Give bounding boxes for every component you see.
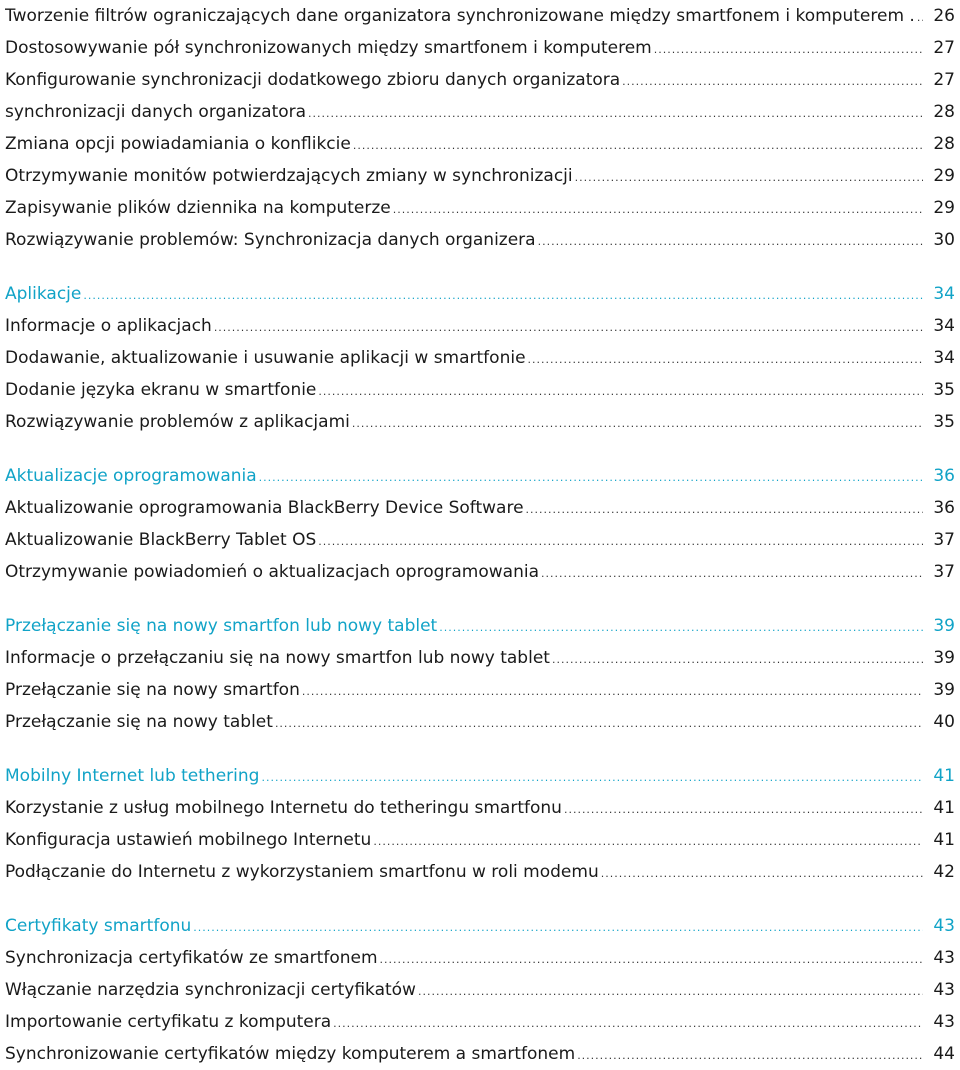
toc-entry-title: Dodanie języka ekranu w smartfonie xyxy=(5,380,317,400)
toc-entry-title: Korzystanie z usług mobilnego Internetu do tetheringu smartfonu xyxy=(5,798,562,818)
toc-entry-title: Aplikacje xyxy=(5,284,82,304)
toc-page-number: 37 xyxy=(933,562,955,582)
toc-entry-title: Aktualizowanie BlackBerry Tablet OS xyxy=(5,530,317,550)
dot-leader xyxy=(308,98,923,128)
toc-entry[interactable] xyxy=(5,192,955,224)
toc-entry[interactable] xyxy=(5,224,955,256)
dot-leader xyxy=(526,494,923,524)
toc-entry-title: Aktualizacje oprogramowania xyxy=(5,466,257,486)
toc-page-number: 27 xyxy=(933,70,955,90)
toc-entry-title: Synchronizowanie certyfikatów między komputerem a smartfonem xyxy=(5,1044,576,1064)
toc-entry-title: Dodawanie, aktualizowanie i usuwanie aplikacji w smartfonie xyxy=(5,348,526,368)
toc-entry-title: Informacje o aplikacjach xyxy=(5,316,212,336)
toc-page-number: 28 xyxy=(933,102,955,122)
dot-leader xyxy=(193,912,923,942)
dot-leader xyxy=(552,644,923,674)
toc-entry-title: Informacje o przełączaniu się na nowy smartfon lub nowy tablet xyxy=(5,648,550,668)
toc-page-number: 34 xyxy=(933,284,955,304)
dot-leader xyxy=(654,34,923,64)
toc-page-number: 36 xyxy=(933,498,955,518)
toc-entry[interactable] xyxy=(5,942,955,974)
toc-entry-title: Mobilny Internet lub tethering xyxy=(5,766,260,786)
toc-entry[interactable] xyxy=(5,556,955,588)
toc-entry-title: Zmiana opcji powiadamiania o konflikcie xyxy=(5,134,351,154)
toc-entry[interactable] xyxy=(5,524,955,556)
toc-entry[interactable] xyxy=(5,824,955,856)
toc-page-number: 39 xyxy=(933,648,955,668)
dot-leader xyxy=(380,944,923,974)
section-gap xyxy=(5,438,955,460)
toc-page-number: 43 xyxy=(933,948,955,968)
toc-entry[interactable] xyxy=(5,0,955,32)
toc-page-number: 41 xyxy=(933,830,955,850)
toc-entry[interactable] xyxy=(5,128,955,160)
toc-entry[interactable] xyxy=(5,492,955,524)
table-of-contents xyxy=(5,0,955,1070)
toc-page-number: 26 xyxy=(933,6,955,26)
dot-leader xyxy=(418,976,923,1006)
section-gap xyxy=(5,738,955,760)
toc-section-heading[interactable] xyxy=(5,610,955,642)
toc-entry[interactable] xyxy=(5,374,955,406)
toc-entry-title: Przełączanie się na nowy tablet xyxy=(5,712,273,732)
dot-leader xyxy=(318,526,923,556)
toc-entry-title: Konfigurowanie synchronizacji dodatkowego zbioru danych organizatora xyxy=(5,70,621,90)
toc-entry-title: Konfiguracja ustawień mobilnego Internetu xyxy=(5,830,372,850)
dot-leader xyxy=(439,612,923,642)
toc-entry[interactable] xyxy=(5,160,955,192)
toc-page-number: 27 xyxy=(933,38,955,58)
toc-page-number: 39 xyxy=(933,680,955,700)
dot-leader xyxy=(352,408,923,438)
toc-entry[interactable] xyxy=(5,974,955,1006)
toc-entry[interactable] xyxy=(5,792,955,824)
dot-leader xyxy=(353,130,923,160)
section-gap xyxy=(5,588,955,610)
dot-leader xyxy=(318,376,923,406)
toc-page-number: 44 xyxy=(933,1044,955,1064)
toc-entry-title: Przełączanie się na nowy smartfon xyxy=(5,680,300,700)
toc-page-number: 29 xyxy=(933,198,955,218)
toc-entry-title: Włączanie narzędzia synchronizacji certyfikatów xyxy=(5,980,416,1000)
toc-page-number: 36 xyxy=(933,466,955,486)
dot-leader xyxy=(575,162,923,192)
toc-entry-title: Otrzymywanie monitów potwierdzających zmiany w synchronizacji xyxy=(5,166,573,186)
section-gap xyxy=(5,888,955,910)
dot-leader xyxy=(302,676,923,706)
toc-page-number: 43 xyxy=(933,980,955,1000)
dot-leader xyxy=(275,708,923,738)
toc-page-number: 34 xyxy=(933,316,955,336)
dot-leader xyxy=(261,762,923,792)
toc-page-number: 43 xyxy=(933,1012,955,1032)
toc-section-heading[interactable] xyxy=(5,460,955,492)
toc-entry-title: Przełączanie się na nowy smartfon lub nowy tablet xyxy=(5,616,438,636)
toc-page-number: 30 xyxy=(933,230,955,250)
toc-page-number: 41 xyxy=(933,798,955,818)
toc-entry[interactable] xyxy=(5,310,955,342)
toc-entry[interactable] xyxy=(5,64,955,96)
toc-entry-title: Zapisywanie plików dziennika na komputerze xyxy=(5,198,391,218)
toc-entry-title: Dostosowywanie pół synchronizowanych między smartfonem i komputerem xyxy=(5,38,652,58)
dot-leader xyxy=(622,66,923,96)
dot-leader xyxy=(538,226,923,256)
toc-page-number: 35 xyxy=(933,412,955,432)
toc-entry[interactable] xyxy=(5,706,955,738)
toc-entry[interactable] xyxy=(5,342,955,374)
toc-page-number: 40 xyxy=(933,712,955,732)
toc-entry-title: Synchronizacja certyfikatów ze smartfonem xyxy=(5,948,378,968)
toc-page-number: 43 xyxy=(933,916,955,936)
toc-section-heading[interactable] xyxy=(5,760,955,792)
toc-entry-title: Tworzenie filtrów ograniczających dane organizatora synchronizowane między smartfonem i komputerem . xyxy=(5,6,915,26)
toc-entry-title: Otrzymywanie powiadomień o aktualizacjach oprogramowania xyxy=(5,562,539,582)
toc-page-number: 37 xyxy=(933,530,955,550)
toc-page-number: 39 xyxy=(933,616,955,636)
toc-page-number: 34 xyxy=(933,348,955,368)
dot-leader xyxy=(528,344,923,374)
toc-section-heading[interactable] xyxy=(5,278,955,310)
toc-entry-title: Rozwiązywanie problemów z aplikacjami xyxy=(5,412,350,432)
toc-entry[interactable] xyxy=(5,856,955,888)
toc-page-number: 41 xyxy=(933,766,955,786)
toc-entry-title: Aktualizowanie oprogramowania BlackBerry Device Software xyxy=(5,498,524,518)
dot-leader xyxy=(214,312,923,342)
toc-entry[interactable] xyxy=(5,406,955,438)
section-gap xyxy=(5,256,955,278)
dot-leader xyxy=(259,462,923,492)
toc-page-number: 42 xyxy=(933,862,955,882)
toc-entry-title: Podłączanie do Internetu z wykorzystaniem smartfonu w roli modemu xyxy=(5,862,599,882)
toc-entry[interactable] xyxy=(5,1038,955,1070)
dot-leader xyxy=(333,1008,923,1038)
dot-leader xyxy=(564,794,923,824)
toc-entry-title: Certyfikaty smartfonu xyxy=(5,916,192,936)
toc-section-heading[interactable] xyxy=(5,910,955,942)
toc-entry-title: Rozwiązywanie problemów: Synchronizacja danych organizera xyxy=(5,230,536,250)
toc-entry[interactable] xyxy=(5,1006,955,1038)
toc-page-number: 35 xyxy=(933,380,955,400)
dot-leader xyxy=(393,194,923,224)
dot-leader xyxy=(601,858,923,888)
dot-leader xyxy=(577,1040,923,1070)
toc-entry[interactable] xyxy=(5,642,955,674)
toc-entry[interactable] xyxy=(5,96,955,128)
toc-entry-title: synchronizacji danych organizatora xyxy=(5,102,307,122)
toc-page-number: 28 xyxy=(933,134,955,154)
toc-entry[interactable] xyxy=(5,32,955,64)
toc-page-number: 29 xyxy=(933,166,955,186)
dot-leader xyxy=(541,558,923,588)
toc-entry-title: Importowanie certyfikatu z komputera xyxy=(5,1012,332,1032)
dot-leader xyxy=(83,280,923,310)
dot-leader xyxy=(373,826,923,856)
toc-entry[interactable] xyxy=(5,674,955,706)
